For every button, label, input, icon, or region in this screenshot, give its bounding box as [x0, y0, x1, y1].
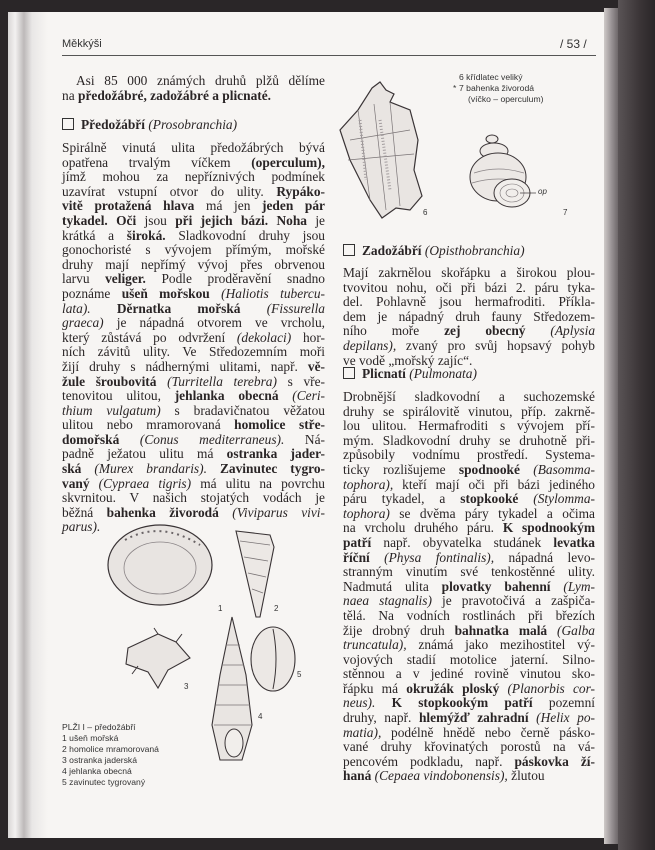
text-run: pencovém podkladu, např.	[343, 753, 515, 769]
figure-label-3: 3	[184, 682, 189, 691]
text-line	[343, 281, 595, 296]
zadozabri-paragraph	[343, 266, 595, 368]
bold-term: plovatky bahenní	[441, 578, 551, 594]
latin-name: tophora),	[343, 476, 394, 492]
figure-label-4: 4	[258, 712, 263, 721]
text-line	[62, 272, 325, 287]
text-run: krátká a	[62, 227, 127, 243]
text-run: Drobnější sladkovodní a suchozemské	[343, 389, 595, 404]
text-line	[62, 214, 325, 229]
latin-name: (Aplysia	[550, 323, 596, 339]
bold-term: hlemýžď zahradní	[418, 710, 529, 726]
text-line	[62, 331, 325, 346]
running-header: Měkkýši	[62, 38, 102, 50]
text-run: vojových stadií motolice jaterní. Silno-	[343, 651, 595, 667]
bold-term: Rypáko-	[276, 183, 325, 199]
text-line	[62, 74, 325, 89]
figure-label-5: 5	[297, 670, 302, 679]
latin-name: (Opisthobranchia)	[421, 243, 525, 258]
caption-item: 2 homolice mramorovaná	[62, 744, 159, 754]
caption-item: 4 jehlanka obecná	[62, 766, 132, 776]
text-run: druhy mají nepřímý vývoj přes obrvenou	[62, 256, 325, 272]
text-run: lou ulitou. Hermafroditi s vývojem pří-	[343, 418, 595, 434]
text-run	[375, 695, 391, 710]
text-line	[62, 156, 325, 171]
latin-name: truncatula),	[343, 637, 407, 653]
text-run: zvaný pro svůj hopsavý pohyb	[396, 337, 595, 353]
figure-label-6: 6	[423, 208, 428, 217]
text-line	[343, 769, 595, 784]
text-line	[343, 653, 595, 668]
text-run: opatřena trvalým víčkem	[62, 154, 252, 170]
text-line	[62, 258, 325, 273]
text-line	[62, 418, 325, 433]
latin-name: (Basomma-	[519, 461, 595, 477]
bold-term: bahenka živorodá	[106, 504, 219, 520]
text-line	[343, 624, 595, 639]
text-line	[343, 667, 595, 682]
text-line	[62, 447, 325, 462]
book-gutter	[8, 12, 48, 838]
text-run: ního moře	[343, 323, 445, 339]
bold-term: Plicnatí	[362, 366, 406, 381]
bold-term: jehlanka obecná	[174, 388, 279, 404]
latin-name: tophora)	[343, 505, 390, 521]
viviparus-shell-illustration	[460, 135, 580, 215]
bold-term: žule šroubovitá	[62, 373, 157, 389]
bold-term: ušeň mořskou	[121, 285, 210, 301]
text-run: poznáme	[62, 285, 122, 301]
latin-name: (Physa fontinalis),	[369, 549, 495, 565]
text-line	[343, 295, 595, 310]
text-run: skvrnitou. V našich stojatých vodách je	[62, 490, 325, 506]
text-run: s bradavičnatou věžatou	[160, 402, 325, 418]
latin-name: (Stylomma-	[518, 491, 596, 507]
text-run: uzavírat vstupní otvor do ulity.	[62, 183, 277, 199]
text-line	[343, 266, 595, 281]
text-run: žijí druhy s nádhernými ulitami, např.	[62, 358, 308, 374]
bold-term: veliger.	[105, 271, 146, 287]
bold-term: homolice stře-	[234, 417, 325, 433]
conus-shell-illustration	[230, 527, 280, 622]
latin-name: (Helix po-	[528, 710, 595, 726]
bold-term: zej obecný	[444, 323, 551, 339]
bold-term: Zadožábří	[362, 243, 422, 258]
text-run: dem je nápadný druh fauny Středozem-	[343, 308, 595, 324]
text-run: ních závitů ulity. Ve Středozemním moři	[62, 344, 325, 360]
figure-label-1: 1	[218, 604, 223, 613]
text-line	[62, 170, 325, 185]
text-run: mým. Sladkovodní druhy se druhotně při-	[343, 432, 595, 448]
latin-name: (Prosobranchia)	[144, 117, 238, 132]
text-run: Spirálně vinutá ulita předožábrých bývá	[62, 140, 325, 155]
text-line	[343, 390, 595, 405]
text-run: Podle proděravění snadno	[145, 271, 325, 287]
plicnati-paragraph	[343, 390, 595, 784]
bold-term: stopkooké	[460, 491, 519, 507]
text-line	[343, 434, 595, 449]
bold-term: K spodnookým	[502, 520, 595, 536]
bold-term: bahnatka malá	[454, 622, 548, 638]
text-line	[343, 492, 595, 507]
caption-line: (víčko – operculum)	[468, 94, 544, 104]
text-line	[62, 345, 325, 360]
checkbox-icon	[343, 244, 355, 256]
latin-name: (Pulmonata)	[405, 366, 477, 381]
latin-name: (Lym-	[550, 578, 595, 594]
text-line	[343, 536, 595, 551]
text-run: druhy se spirálovitě vinutou, příp. zakrně-	[343, 403, 595, 419]
text-line	[62, 462, 325, 477]
latin-name: (Conus mediterraneus).	[119, 431, 285, 447]
text-run: tvovitou nohu, oči při bázi 2. páru tyka-	[343, 279, 595, 295]
text-line	[62, 199, 325, 214]
figure-label-7: 7	[563, 208, 568, 217]
text-line	[343, 521, 595, 536]
bold-term: ská	[62, 461, 82, 477]
text-line	[62, 375, 325, 390]
text-run: pozemní	[532, 695, 595, 711]
text-line	[62, 89, 325, 104]
text-run: stranným vinutím své tenkostěnné ulity.	[343, 564, 595, 580]
predozabri-paragraph	[62, 141, 325, 535]
text-run: druhy, např.	[343, 710, 419, 726]
figure-bottom-caption	[62, 722, 159, 788]
page-number: / 53 /	[560, 37, 587, 51]
text-line	[343, 696, 595, 711]
conch-shell-illustration	[330, 80, 450, 230]
text-line	[343, 682, 595, 697]
caption-line: 6 křídlatec veliký	[459, 72, 523, 82]
text-run: běžná	[62, 504, 107, 520]
text-line	[62, 491, 325, 506]
figure-label-2: 2	[274, 604, 279, 613]
text-run: tenovitou ulitou,	[62, 388, 175, 404]
text-run: Sladkovodní druhy jsou	[165, 227, 325, 243]
bold-term: vě-	[307, 358, 325, 374]
bold-term: haná	[343, 768, 372, 784]
text-run: na	[62, 87, 78, 103]
text-line	[62, 360, 325, 375]
text-line	[343, 419, 595, 434]
text-run: má ulitu na povrchu	[191, 475, 325, 491]
text-line	[343, 405, 595, 420]
text-run: ve vodě „mořský zajíc“.	[343, 352, 473, 368]
bold-term: vitě protažená hlava	[62, 198, 195, 214]
latin-name: matia),	[343, 724, 382, 740]
text-run: podélně hnědě nebo černě pásko-	[381, 724, 595, 740]
bold-term: páskovka ží-	[514, 753, 595, 769]
intro-paragraph	[62, 74, 325, 103]
bold-term: předožábré, zadožábré a plicnaté.	[78, 87, 272, 103]
text-run: Asi 85 000 známých druhů plžů dělíme	[76, 73, 325, 88]
text-run: má jen	[194, 198, 263, 214]
bold-term: široká.	[126, 227, 166, 243]
latin-name: (Cepaea vindobonensis),	[371, 768, 508, 784]
bold-term: říční	[343, 549, 370, 565]
book-cover-shadow	[618, 0, 655, 850]
bold-term: při jejich bázi. Noha	[175, 212, 307, 228]
text-line	[343, 755, 595, 770]
text-run: žlutou	[507, 768, 545, 784]
text-line	[62, 477, 325, 492]
latin-name: graeca)	[62, 315, 104, 331]
bold-term: ostranka jader-	[226, 446, 325, 462]
text-run: ulitou nebo mramorovaná	[62, 417, 235, 433]
text-line	[62, 302, 325, 317]
text-run: jsou	[136, 212, 176, 228]
latin-name: (Haliotis tubercu-	[209, 285, 325, 301]
latin-name: naea stagnalis)	[343, 593, 432, 609]
text-run: Mají zakrnělou skořápku a širokou plou-	[343, 265, 595, 280]
page-edges	[604, 8, 618, 844]
latin-name: (dekolaci)	[236, 329, 292, 345]
text-run: hor-	[291, 329, 325, 345]
text-run: jímž mohou za nepříznivých podmínek	[62, 169, 325, 185]
text-line	[62, 287, 325, 302]
latin-name: neus).	[343, 695, 376, 711]
bold-term: Děrnatka mořská	[90, 300, 267, 316]
latin-name: (Murex brandaris).	[81, 461, 207, 477]
text-line	[343, 507, 595, 522]
text-run: kteří mají oči při bázi jediného	[393, 476, 595, 492]
latin-name: (Ceri-	[278, 388, 326, 404]
text-run: vané druhy křovinatých porostů na vá-	[343, 739, 595, 755]
cerithium-shell-illustration	[208, 615, 258, 765]
text-line	[62, 404, 325, 419]
section-heading-predozabri	[62, 117, 237, 132]
bold-term: patří	[343, 534, 372, 550]
checkbox-icon	[62, 118, 74, 130]
bold-term: levatka	[553, 534, 595, 550]
text-run	[207, 461, 220, 476]
text-run: je nápadná otvorem ve vrcholu,	[103, 315, 325, 331]
text-run: Nadmutá ulita	[343, 578, 442, 594]
text-run: tělá. Na vodních rostlinách při březích	[343, 607, 595, 623]
text-line	[343, 711, 595, 726]
text-line	[62, 433, 325, 448]
caption-item: 3 ostranka jaderská	[62, 755, 137, 765]
text-run: žije drobný druh	[343, 622, 455, 638]
text-run: je	[306, 212, 325, 228]
text-run: páru tykadel, a	[343, 491, 461, 507]
text-line	[343, 310, 595, 325]
text-line	[343, 740, 595, 755]
bold-term: jeden pár	[262, 198, 325, 214]
bold-term: Zavinutec tygro-	[219, 461, 325, 477]
text-run: se dvěma páry tykadel a očima	[389, 505, 595, 521]
text-line	[62, 141, 325, 156]
text-line	[343, 594, 595, 609]
text-run: ticky rozlišujeme	[343, 461, 459, 477]
bold-term: (operculum),	[251, 154, 325, 170]
text-line	[62, 243, 325, 258]
caption-title: PLŽI I – předožábří	[62, 722, 136, 732]
latin-name: thium vulgatum)	[62, 402, 161, 418]
text-line	[343, 551, 595, 566]
text-line	[62, 316, 325, 331]
text-run: je pravotočivá a zašpiča-	[431, 593, 595, 609]
text-line	[62, 389, 325, 404]
text-line	[343, 324, 595, 339]
text-run: padně ježatou ulitu má	[62, 446, 227, 462]
text-line	[343, 478, 595, 493]
latin-name: depilans),	[343, 337, 397, 353]
text-run: larvu	[62, 271, 106, 287]
latin-name: (Viviparus vivi-	[218, 504, 325, 520]
latin-name: lata).	[62, 300, 91, 316]
text-line	[343, 448, 595, 463]
bold-term: okružák ploský	[406, 680, 500, 696]
text-run: Ná-	[284, 431, 326, 447]
text-line	[343, 580, 595, 595]
text-run: který zůstává po odvržení	[62, 329, 237, 345]
latin-name: (Planorbis cor-	[499, 680, 595, 696]
latin-name: parus).	[62, 519, 101, 535]
operculum-label: op	[538, 187, 547, 196]
bold-term: domořská	[62, 431, 120, 447]
bold-term: vaný	[62, 475, 90, 491]
header-rule	[62, 55, 596, 56]
text-line	[343, 726, 595, 741]
latin-name: (Galba	[547, 622, 595, 638]
text-line	[343, 609, 595, 624]
text-run: způsobily vodnímu prostředí. Systema-	[343, 447, 595, 463]
haliotis-shell-illustration	[105, 520, 225, 610]
asterisk-marker: *	[453, 83, 457, 93]
figure-top-caption	[453, 72, 544, 105]
bold-term: tykadel. Oči	[62, 212, 137, 228]
text-run: stěnnou a v jediné rovině vinutou sko-	[343, 666, 595, 682]
text-line	[62, 506, 325, 521]
caption-item: 1 ušeň mořská	[62, 733, 119, 743]
text-run: např. obyvatelka studánek	[371, 534, 554, 550]
text-line	[343, 565, 595, 580]
text-run: známá jako mezihostitel vý-	[406, 637, 595, 653]
bold-term: spodnooké	[458, 461, 520, 477]
text-line	[62, 229, 325, 244]
text-line	[62, 185, 325, 200]
text-line	[343, 339, 595, 354]
text-run: na vrcholu druhého páru.	[343, 520, 503, 536]
caption-line: * 7 bahenka živorodá	[453, 83, 535, 93]
text-run: s vře-	[276, 373, 326, 389]
latin-name: (Turritella terebra)	[156, 373, 277, 389]
caption-item: 5 zavinutec tygrovaný	[62, 777, 146, 787]
text-run: nápadná levo-	[494, 549, 596, 565]
checkbox-icon	[343, 367, 355, 379]
text-line	[343, 638, 595, 653]
text-run: řápku má	[343, 680, 407, 696]
text-line	[343, 463, 595, 478]
latin-name: (Cypraea tigris)	[89, 475, 192, 491]
text-run: gonochoristé s vývojem přímým, mořské	[62, 242, 325, 258]
latin-name: (Fissurella	[266, 300, 325, 316]
bold-term: Předožábří	[81, 117, 145, 132]
bold-term: K stopkookým patří	[391, 695, 533, 711]
text-run: del. Pohlavně jsou hermafroditi. Příkla-	[343, 294, 595, 310]
